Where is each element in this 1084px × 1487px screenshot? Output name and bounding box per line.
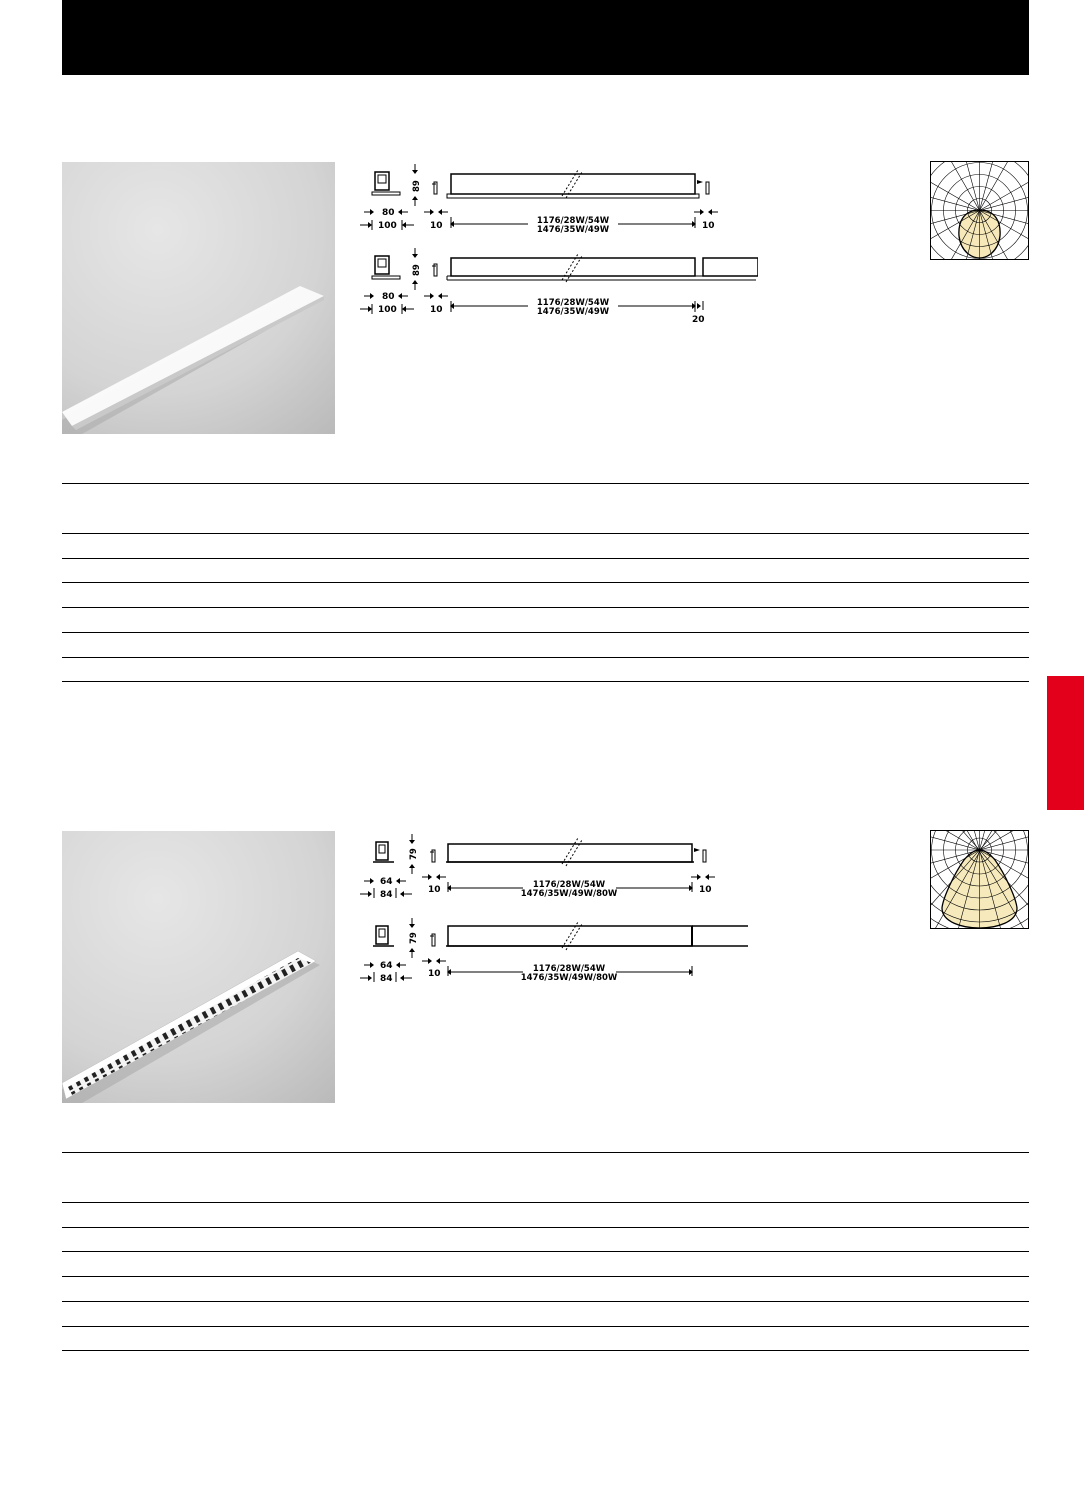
table-rule bbox=[62, 483, 1029, 484]
header-bar bbox=[62, 0, 1029, 75]
table-rule bbox=[62, 681, 1029, 682]
table-rule bbox=[62, 1350, 1029, 1351]
table-rule bbox=[62, 1251, 1029, 1252]
end-gap-left-1a: 10 bbox=[430, 221, 443, 231]
length-a-2a: 1176/28W/54W bbox=[532, 880, 606, 890]
table-rule bbox=[62, 1326, 1029, 1327]
outer-width-2a: 84 bbox=[380, 890, 393, 900]
chapter-tab[interactable] bbox=[1047, 676, 1084, 810]
cross-section-1b bbox=[372, 256, 400, 279]
end-gap-left-1b: 10 bbox=[430, 305, 443, 315]
table-rule bbox=[62, 1152, 1029, 1153]
dimension-drawing-1 bbox=[358, 160, 758, 335]
product-photo-louvre bbox=[62, 831, 335, 1103]
table-rule bbox=[62, 533, 1029, 534]
outer-width-1b: 100 bbox=[378, 305, 397, 315]
inner-width-2b: 64 bbox=[380, 961, 393, 971]
inner-width-2a: 64 bbox=[380, 877, 393, 887]
height-label-1b: 89 bbox=[412, 264, 422, 276]
end-gap-left-2b: 10 bbox=[428, 969, 441, 979]
length-b-2a: 1476/35W/49W/80W bbox=[520, 889, 618, 899]
height-label-2a: 79 bbox=[409, 848, 419, 860]
height-label-1a: 89 bbox=[412, 180, 422, 192]
end-gap-right-1a: 10 bbox=[702, 221, 715, 231]
length-b-1a: 1476/35W/49W bbox=[536, 225, 610, 235]
table-rule bbox=[62, 558, 1029, 559]
length-a-1b: 1176/28W/54W bbox=[536, 298, 610, 308]
cross-section-2a bbox=[373, 842, 394, 862]
joint-gap-1b: 20 bbox=[692, 315, 705, 325]
length-a-1a: 1176/28W/54W bbox=[536, 216, 610, 226]
end-gap-right-2a: 10 bbox=[699, 885, 712, 895]
end-gap-left-2a: 10 bbox=[428, 885, 441, 895]
cross-section-1a bbox=[372, 172, 400, 195]
table-rule bbox=[62, 657, 1029, 658]
length-b-2b: 1476/35W/49W/80W bbox=[520, 973, 618, 983]
table-rule bbox=[62, 1202, 1029, 1203]
table-rule bbox=[62, 632, 1029, 633]
polar-diagram-wide bbox=[930, 830, 1029, 929]
inner-width-1b: 80 bbox=[382, 292, 395, 302]
length-a-2b: 1176/28W/54W bbox=[532, 964, 606, 974]
length-b-1b: 1476/35W/49W bbox=[536, 307, 610, 317]
outer-width-1a: 100 bbox=[378, 221, 397, 231]
inner-width-1a: 80 bbox=[382, 208, 395, 218]
product-photo-opal bbox=[62, 162, 335, 434]
table-rule bbox=[62, 1276, 1029, 1277]
polar-diagram-narrow bbox=[930, 161, 1029, 260]
table-rule bbox=[62, 607, 1029, 608]
cross-section-2b bbox=[373, 926, 394, 946]
table-rule bbox=[62, 582, 1029, 583]
dimension-drawing-2 bbox=[358, 830, 758, 1005]
outer-width-2b: 84 bbox=[380, 974, 393, 984]
table-rule bbox=[62, 1301, 1029, 1302]
table-rule bbox=[62, 1227, 1029, 1228]
height-label-2b: 79 bbox=[409, 932, 419, 944]
